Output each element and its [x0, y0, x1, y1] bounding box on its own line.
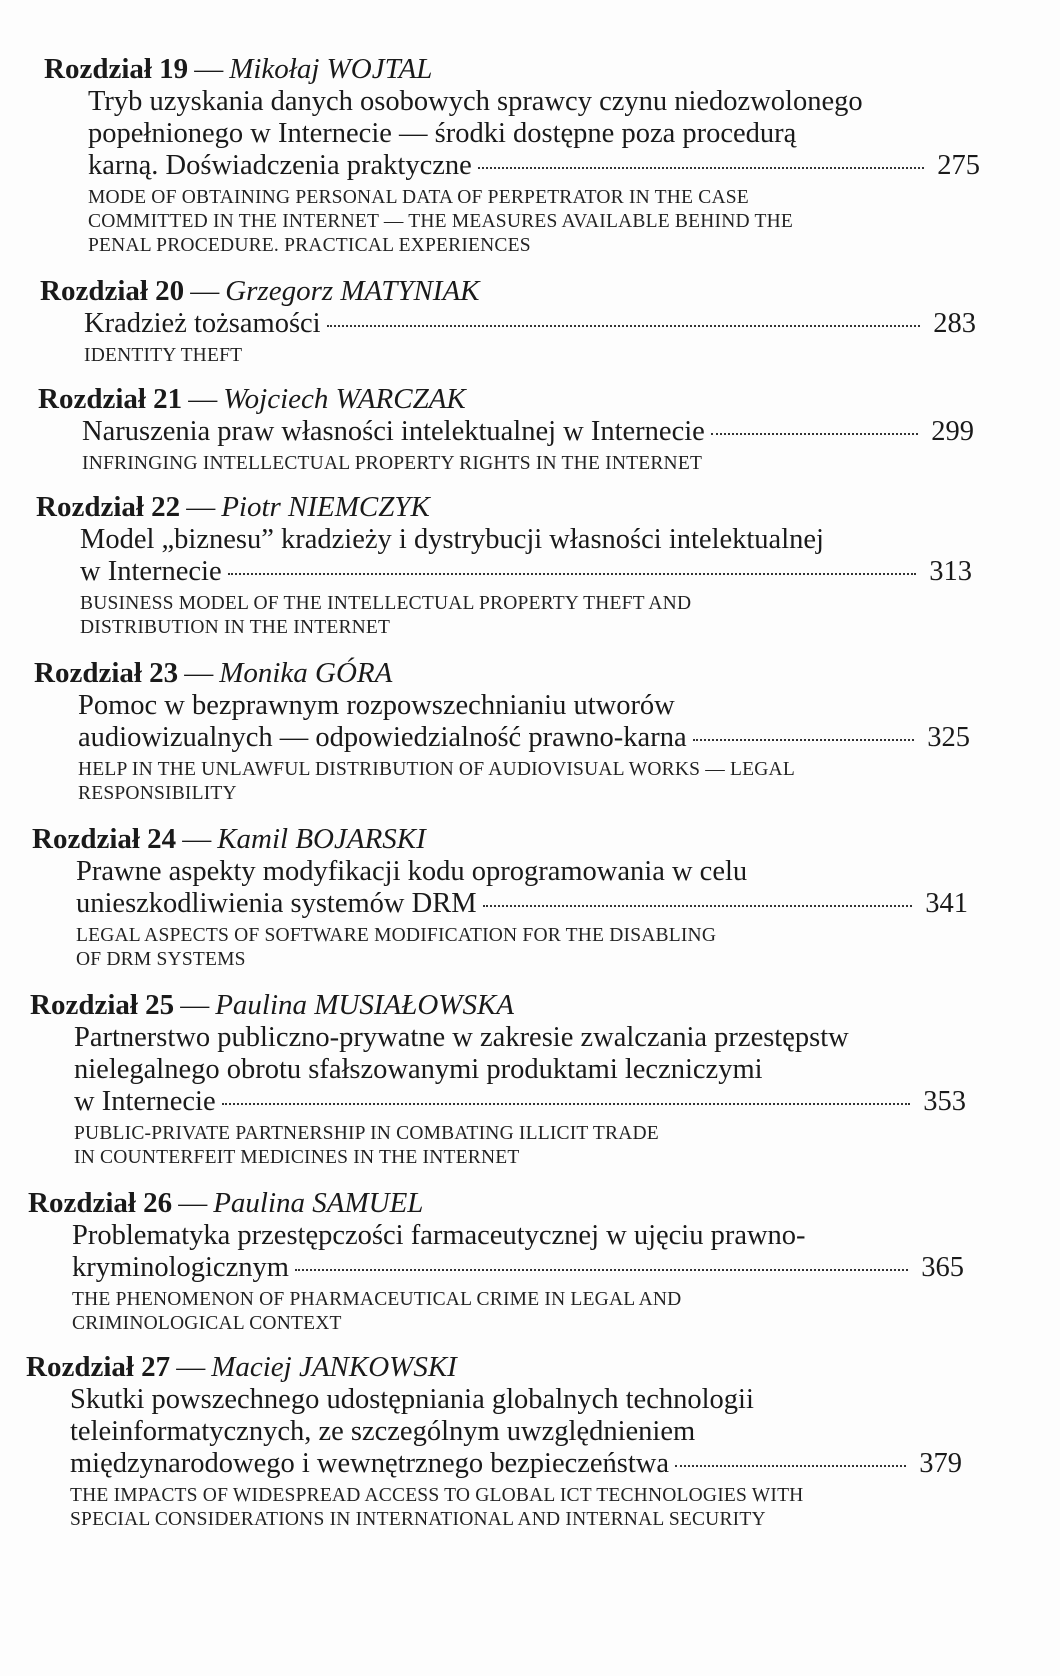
chapter-title-polish: [70, 1384, 1006, 1480]
chapter-heading: [38, 382, 1018, 416]
page-number: 275: [937, 150, 980, 181]
chapter-title-english: [76, 924, 1012, 972]
title-last-line: [88, 150, 980, 182]
title-line: audiowizualnych — odpowiedzialność prawno-karna: [78, 722, 687, 753]
title-line: międzynarodowego i wewnętrznego bezpieczeństwa: [70, 1448, 670, 1479]
chapter-title-english: [80, 592, 1016, 640]
english-line: INFRINGING INTELLECTUAL PROPERTY RIGHTS IN THE INTERNET: [82, 453, 703, 474]
title-line: Tryb uzyskania danych osobowych sprawcy czynu niedozwolonego: [88, 86, 863, 117]
page-number: 353: [923, 1086, 966, 1117]
title-last-line: [78, 722, 970, 754]
title-last-line: [76, 888, 968, 920]
chapter-title-polish: [72, 1220, 1008, 1284]
english-line: PUBLIC-PRIVATE PARTNERSHIP IN COMBATING ILLICIT TRADE: [74, 1123, 659, 1144]
title-last-line: [74, 1086, 966, 1118]
toc-entry-chapter-23: [34, 656, 1014, 806]
english-line: CRIMINOLOGICAL CONTEXT: [72, 1313, 342, 1334]
chapter-title-english: [82, 452, 1018, 476]
english-line: DISTRIBUTION IN THE INTERNET: [80, 617, 391, 638]
dot-leader: [222, 1103, 910, 1105]
title-last-line: [84, 308, 976, 340]
chapter-author: Piotr NIEMCZYK: [221, 491, 430, 523]
title-last-line: [72, 1252, 964, 1284]
chapter-label: Rozdział 19: [44, 53, 189, 85]
page-number: 299: [931, 416, 974, 447]
title-line: Prawne aspekty modyfikacji kodu oprogramowania w celu: [76, 856, 748, 887]
dot-leader: [327, 325, 920, 327]
dot-leader: [295, 1269, 908, 1271]
page-number: 341: [925, 888, 968, 919]
title-line: w Internecie: [74, 1086, 216, 1117]
title-last-line: [82, 416, 974, 448]
chapter-title-polish: [78, 690, 1014, 754]
dot-leader: [483, 905, 912, 907]
english-line: IDENTITY THEFT: [84, 345, 243, 366]
page-number: 313: [929, 556, 972, 587]
chapter-title-english: [70, 1484, 1006, 1532]
heading-dash: —: [182, 823, 212, 855]
title-line: Partnerstwo publiczno-prywatne w zakresie zwalczania przestępstw: [74, 1022, 849, 1053]
title-last-line: [70, 1448, 962, 1480]
chapter-title-polish: [88, 86, 1024, 182]
page-number: 283: [933, 308, 976, 339]
chapter-title-english: [72, 1288, 1008, 1336]
title-line: kryminologicznym: [72, 1252, 289, 1283]
chapter-title-polish: [82, 416, 1018, 448]
heading-dash: —: [180, 989, 210, 1021]
english-line: LEGAL ASPECTS OF SOFTWARE MODIFICATION FOR THE DISABLING: [76, 925, 717, 946]
toc-entry-chapter-21: [38, 382, 1018, 476]
title-line: karną. Doświadczenia praktyczne: [88, 150, 472, 181]
title-line: unieszkodliwienia systemów DRM: [76, 888, 477, 919]
page-number: 325: [927, 722, 970, 753]
toc-entry-chapter-22: [36, 490, 1016, 640]
page-number: 365: [921, 1252, 964, 1283]
chapter-title-english: [88, 186, 1024, 258]
chapter-label: Rozdział 20: [40, 275, 185, 307]
chapter-label: Rozdział 23: [34, 657, 179, 689]
title-line: w Internecie: [80, 556, 222, 587]
dot-leader: [228, 573, 916, 575]
heading-dash: —: [194, 53, 224, 85]
chapter-title-polish: [84, 308, 1020, 340]
chapter-title-polish: [80, 524, 1016, 588]
english-line: SPECIAL CONSIDERATIONS IN INTERNATIONAL AND INTERNAL SECURITY: [70, 1509, 766, 1530]
chapter-title-english: [84, 344, 1020, 368]
chapter-author: Wojciech WARCZAK: [223, 383, 466, 415]
toc-entry-chapter-27: [26, 1350, 1006, 1532]
chapter-heading: [32, 822, 1012, 856]
chapter-author: Kamil BOJARSKI: [217, 823, 426, 855]
chapter-heading: [28, 1186, 1008, 1220]
toc-entry-chapter-19: [44, 52, 1024, 258]
chapter-title-english: [74, 1122, 1010, 1170]
heading-dash: —: [184, 657, 214, 689]
chapter-label: Rozdział 25: [30, 989, 175, 1021]
title-line: Pomoc w bezprawnym rozpowszechnianiu utworów: [78, 690, 675, 721]
chapter-author: Monika GÓRA: [219, 657, 393, 689]
chapter-label: Rozdział 27: [26, 1351, 171, 1383]
chapter-label: Rozdział 21: [38, 383, 183, 415]
title-line: Skutki powszechnego udostępniania globalnych technologii: [70, 1384, 754, 1415]
heading-dash: —: [176, 1351, 206, 1383]
english-line: PENAL PROCEDURE. PRACTICAL EXPERIENCES: [88, 235, 531, 256]
title-line: teleinformatycznych, ze szczególnym uwzględnieniem: [70, 1416, 696, 1447]
english-line: THE IMPACTS OF WIDESPREAD ACCESS TO GLOBAL ICT TECHNOLOGIES WITH: [70, 1485, 804, 1506]
dot-leader: [693, 739, 914, 741]
chapter-label: Rozdział 22: [36, 491, 181, 523]
english-line: BUSINESS MODEL OF THE INTELLECTUAL PROPERTY THEFT AND: [80, 593, 692, 614]
page-number: 379: [919, 1448, 962, 1479]
toc-entry-chapter-26: [28, 1186, 1008, 1336]
title-line: Kradzież tożsamości: [84, 308, 321, 339]
dot-leader: [675, 1465, 906, 1467]
title-line: Problematyka przestępczości farmaceutycznej w ujęciu prawno-: [72, 1220, 806, 1251]
dot-leader: [711, 433, 918, 435]
toc-entry-chapter-24: [32, 822, 1012, 972]
chapter-heading: [36, 490, 1016, 524]
english-line: MODE OF OBTAINING PERSONAL DATA OF PERPETRATOR IN THE CASE: [88, 187, 749, 208]
title-line: Naruszenia praw własności intelektualnej w Internecie: [82, 416, 705, 447]
title-line: Model „biznesu” kradzieży i dystrybucji własności intelektualnej: [80, 524, 824, 555]
chapter-heading: [44, 52, 1024, 86]
english-line: COMMITTED IN THE INTERNET — THE MEASURES AVAILABLE BEHIND THE: [88, 211, 793, 232]
heading-dash: —: [178, 1187, 208, 1219]
title-line: popełnionego w Internecie — środki dostępne poza procedurą: [88, 118, 797, 149]
chapter-title-polish: [76, 856, 1012, 920]
toc-entry-chapter-25: [30, 988, 1010, 1170]
chapter-author: Maciej JANKOWSKI: [211, 1351, 457, 1383]
chapter-author: Grzegorz MATYNIAK: [225, 275, 480, 307]
chapter-heading: [40, 274, 1020, 308]
title-line: nielegalnego obrotu sfałszowanymi produktami leczniczymi: [74, 1054, 763, 1085]
chapter-title-polish: [74, 1022, 1010, 1118]
english-line: IN COUNTERFEIT MEDICINES IN THE INTERNET: [74, 1147, 520, 1168]
chapter-heading: [26, 1350, 1006, 1384]
chapter-label: Rozdział 24: [32, 823, 177, 855]
english-line: THE PHENOMENON OF PHARMACEUTICAL CRIME IN LEGAL AND: [72, 1289, 682, 1310]
title-last-line: [80, 556, 972, 588]
heading-dash: —: [186, 491, 216, 523]
dot-leader: [478, 167, 924, 169]
chapter-heading: [34, 656, 1014, 690]
chapter-title-english: [78, 758, 1014, 806]
heading-dash: —: [188, 383, 218, 415]
english-line: OF DRM SYSTEMS: [76, 949, 246, 970]
chapter-label: Rozdział 26: [28, 1187, 173, 1219]
english-line: RESPONSIBILITY: [78, 783, 237, 804]
chapter-author: Paulina MUSIAŁOWSKA: [215, 989, 515, 1021]
toc-entry-chapter-20: [40, 274, 1020, 368]
chapter-author: Mikołaj WOJTAL: [229, 53, 433, 85]
chapter-author: Paulina SAMUEL: [213, 1187, 424, 1219]
chapter-heading: [30, 988, 1010, 1022]
english-line: HELP IN THE UNLAWFUL DISTRIBUTION OF AUDIOVISUAL WORKS — LEGAL: [78, 759, 795, 780]
heading-dash: —: [190, 275, 220, 307]
